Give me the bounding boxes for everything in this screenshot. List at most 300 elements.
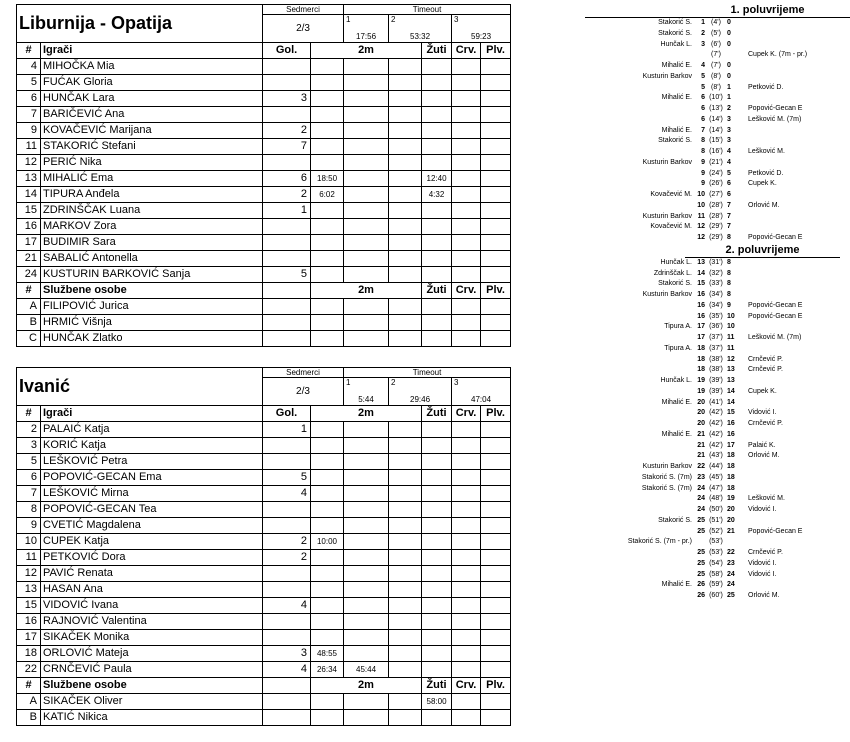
player-row [17,470,511,486]
event-row [585,548,850,559]
blue-card [481,59,511,75]
yellow-card [422,139,452,155]
player-name: PERIĆ Nika [41,155,263,171]
first-half-events [585,18,850,244]
event-minute: (33') [709,280,723,288]
player-number: 13 [17,171,41,187]
away-score: 17 [727,441,735,449]
home-score: 19 [697,387,705,395]
player-row [17,171,511,187]
home-score: 5 [701,83,705,91]
player-number: 11 [17,139,41,155]
col-2min: 2m [311,43,422,59]
away-scorer: Crnčević P. [748,355,783,363]
home-score: 18 [697,355,705,363]
col-number: # [17,43,41,59]
goals-cell [263,630,311,646]
event-minute: (39') [709,387,723,395]
away-scorer: Vidović I. [748,559,777,567]
event-row [585,83,850,94]
away-scorer: Petković D. [748,169,784,177]
red-card [452,694,481,710]
event-row [585,365,850,376]
blue-card [481,630,511,646]
event-minute: (26') [709,180,723,188]
player-name: LEŠKOVIĆ Petra [41,454,263,470]
away-scorer: Cupek K. [748,180,777,188]
home-scorer: Stakorić S. [658,516,692,524]
yellow-card [422,582,452,598]
player-number: 4 [17,59,41,75]
home-score: 20 [697,420,705,427]
team1-timeout-3: 3 59:23 [452,15,511,43]
player-name: FILIPOVIĆ Jurica [41,299,263,315]
home-scorer: Hunčak L. [660,40,692,48]
suspension-1 [311,235,344,251]
col-red: Crv. [452,678,481,694]
home-score: 8 [701,137,705,145]
home-scorer: Tipura A. [664,344,692,352]
suspension-2 [344,187,389,203]
away-score: 3 [727,137,731,145]
player-row [17,518,511,534]
player-number: 7 [17,486,41,502]
red-card [452,219,481,235]
col-2min: 2m [311,406,422,422]
suspension-1 [311,139,344,155]
player-number: 17 [17,235,41,251]
player-number: 3 [17,438,41,454]
event-row [585,40,850,51]
home-scorer: Kusturin Barkov [642,72,692,80]
suspension-3 [389,662,422,678]
player-name: SABALIĆ Antonella [41,251,263,267]
away-scorer: Popović-Gecan E [748,527,803,535]
col-yellow: Žuti [422,678,452,694]
second-half-title: 2. poluvrijeme [685,244,840,258]
event-row [585,516,850,527]
away-scorer: Crnčević P. [748,549,783,556]
event-row [585,50,850,61]
player-row [17,251,511,267]
home-score: 21 [697,430,705,438]
away-score: 14 [727,387,735,395]
goals-cell [263,502,311,518]
suspension-1: 48:55 [311,646,344,662]
player-name: CVETIĆ Magdalena [41,518,263,534]
goals-cell: 6 [263,171,311,187]
goals-cell [263,251,311,267]
suspension-3 [389,203,422,219]
suspension-1 [311,694,344,710]
red-card [452,630,481,646]
col-players: Igrači [41,43,263,59]
yellow-card [422,219,452,235]
player-row [17,219,511,235]
away-score: 8 [727,280,731,288]
home-scorer: Stakorić S. [658,280,692,288]
official-row [17,299,511,315]
goals-cell: 1 [263,203,311,219]
home-score: 6 [701,115,705,123]
suspension-1 [311,502,344,518]
player-name: MARKOV Zora [41,219,263,235]
away-score: 11 [727,334,735,341]
yellow-card [422,203,452,219]
red-card [452,123,481,139]
event-minute: (58') [709,570,723,578]
player-name: FUĆAK Gloria [41,75,263,91]
suspension-1 [311,91,344,107]
away-score: 18 [727,452,735,460]
suspension-1 [311,438,344,454]
official-row [17,694,511,710]
suspension-2 [344,566,389,582]
player-row [17,75,511,91]
away-scorer: Popović-Gecan E [748,312,803,320]
yellow-card [422,518,452,534]
event-row [585,301,850,312]
event-minute: (13') [709,105,723,112]
team1-sedmerci-value: 2/3 [263,15,344,43]
suspension-3 [389,454,422,470]
player-number: C [17,331,41,347]
team2-sheet [16,367,511,726]
team2-sedmerci-value: 2/3 [263,378,344,406]
player-name: CUPEK Katja [41,534,263,550]
goals-cell [263,75,311,91]
event-row [585,258,850,269]
event-row [585,136,850,147]
col-officials: Službene osobe [41,283,263,299]
home-scorer: Stakorić S. (7m) [641,484,692,492]
event-minute: (48') [709,495,723,503]
away-score: 7 [727,212,731,220]
away-scorer: Crnčević P. [748,420,783,427]
red-card [452,550,481,566]
event-minute: (6') [711,40,721,48]
red-card [452,267,481,283]
player-name: KATIĆ Nikica [41,710,263,726]
suspension-1 [311,331,344,347]
suspension-2 [344,315,389,331]
event-row [585,441,850,452]
away-score: 4 [727,148,731,155]
official-row [17,331,511,347]
red-card [452,598,481,614]
team1-officials-header [17,283,511,299]
player-name: RAJNOVIĆ Valentina [41,614,263,630]
red-card [452,454,481,470]
first-half-title: 1. poluvrijeme [585,4,850,18]
empty-cell [263,299,311,315]
event-row [585,179,850,190]
blue-card [481,139,511,155]
player-row [17,187,511,203]
event-row [585,473,850,484]
blue-card [481,422,511,438]
goals-cell [263,518,311,534]
col-yellow: Žuti [422,406,452,422]
event-row [585,333,850,344]
event-minute: (36') [709,323,723,331]
team1-timeout-header: Timeout [344,5,511,15]
empty-cell [263,315,311,331]
player-number: B [17,710,41,726]
suspension-3 [389,267,422,283]
yellow-card [422,155,452,171]
away-score: 13 [727,377,735,384]
player-number: 24 [17,267,41,283]
red-card [452,155,481,171]
yellow-card: 4:32 [422,187,452,203]
event-minute: (7') [711,51,721,59]
home-scorer: Stakorić S. [658,29,692,37]
suspension-2 [344,331,389,347]
suspension-1 [311,59,344,75]
yellow-card [422,299,452,315]
goals-cell [263,219,311,235]
away-scorer: Lešković M. [748,495,785,503]
blue-card [481,123,511,139]
red-card [452,518,481,534]
home-score: 10 [697,201,705,209]
home-score: 16 [697,291,705,298]
col-red: Crv. [452,406,481,422]
suspension-3 [389,630,422,646]
yellow-card [422,438,452,454]
event-minute: (32') [709,269,723,277]
blue-card [481,267,511,283]
player-name: KOVAČEVIĆ Marijana [41,123,263,139]
yellow-card [422,502,452,518]
event-row [585,355,850,366]
event-row [585,126,850,137]
yellow-card [422,662,452,678]
home-score: 9 [701,180,705,188]
goals-cell [263,107,311,123]
team2-column-headers [17,406,511,422]
suspension-1: 18:50 [311,171,344,187]
player-name: VIDOVIĆ Ivana [41,598,263,614]
blue-card [481,438,511,454]
col-number: # [17,678,41,694]
player-row [17,662,511,678]
player-number: 15 [17,598,41,614]
red-card [452,422,481,438]
suspension-3 [389,598,422,614]
home-score: 6 [701,105,705,112]
home-score: 2 [701,29,705,37]
team1-timeout-1: 1 17:56 [344,15,389,43]
col-2min: 2m [311,678,422,694]
player-number: 15 [17,203,41,219]
suspension-3 [389,646,422,662]
suspension-3 [389,235,422,251]
event-minute: (21') [709,158,723,166]
player-row [17,59,511,75]
home-score: 21 [697,441,705,449]
event-row [585,398,850,409]
suspension-2 [344,139,389,155]
event-minute: (42') [709,441,723,449]
yellow-card: 58:00 [422,694,452,710]
suspension-2 [344,502,389,518]
player-number: 9 [17,123,41,139]
goals-cell: 7 [263,139,311,155]
goals-cell: 2 [263,534,311,550]
event-row [585,387,850,398]
blue-card [481,550,511,566]
event-minute: (50') [709,506,723,513]
col-blue: Plv. [481,678,511,694]
yellow-card [422,123,452,139]
away-score: 25 [727,592,735,599]
suspension-3 [389,139,422,155]
event-minute: (41') [709,398,723,406]
home-score: 3 [701,40,705,48]
suspension-3 [389,550,422,566]
away-score: 0 [727,72,731,80]
player-number: 16 [17,614,41,630]
home-scorer: Stakorić S. (7m) [641,473,692,481]
away-score: 18 [727,484,735,492]
player-name: TIPURA Anđela [41,187,263,203]
away-score: 11 [727,344,735,352]
col-number: # [17,283,41,299]
event-minute: (10') [709,94,723,102]
home-scorer: Tipura A. [664,323,692,331]
col-yellow: Žuti [422,43,452,59]
player-number: 7 [17,107,41,123]
player-row [17,91,511,107]
event-row [585,290,850,301]
away-score: 8 [727,258,731,266]
player-number: A [17,694,41,710]
red-card [452,235,481,251]
event-minute: (43') [709,452,723,460]
yellow-card [422,267,452,283]
away-score: 1 [727,83,731,91]
away-scorer: Petković D. [748,83,784,91]
event-row [585,212,850,223]
away-score: 8 [727,269,731,277]
player-number: 2 [17,422,41,438]
away-scorer: Popović-Gecan E [748,301,803,309]
team1-sedmerci-header: Sedmerci [263,5,344,15]
suspension-3 [389,518,422,534]
red-card [452,470,481,486]
yellow-card [422,710,452,726]
goals-cell: 5 [263,470,311,486]
suspension-2 [344,614,389,630]
player-number: 6 [17,91,41,107]
suspension-2 [344,710,389,726]
event-row [585,233,850,244]
blue-card [481,187,511,203]
away-score: 15 [727,409,735,417]
suspension-2 [344,75,389,91]
home-score: 10 [697,191,705,198]
away-scorer: Cupek K. [748,387,777,395]
event-minute: (24') [709,169,723,177]
home-scorer: Hunčak L. [660,377,692,384]
event-row [585,484,850,495]
event-minute: (16') [709,148,723,155]
event-minute: (27') [709,191,723,198]
away-score: 9 [727,301,731,309]
suspension-3 [389,315,422,331]
col-2min: 2m [311,283,422,299]
goals-cell: 2 [263,187,311,203]
team2-timeout-1: 1 5:44 [344,378,389,406]
suspension-3 [389,566,422,582]
col-goals: Gol. [263,43,311,59]
player-number: 13 [17,582,41,598]
away-score: 7 [727,223,731,231]
suspension-2 [344,171,389,187]
player-number: 11 [17,550,41,566]
suspension-1 [311,203,344,219]
goals-cell [263,59,311,75]
blue-card [481,518,511,534]
event-row [585,61,850,72]
yellow-card [422,614,452,630]
suspension-2 [344,694,389,710]
team1-name: Liburnija - Opatija [17,5,263,43]
suspension-1 [311,454,344,470]
event-row [585,104,850,115]
red-card [452,107,481,123]
home-score: 24 [697,495,705,503]
home-scorer: Mihalić E. [661,430,692,438]
suspension-3 [389,123,422,139]
blue-card [481,107,511,123]
home-score: 4 [701,62,705,69]
suspension-2 [344,598,389,614]
player-name: LEŠKOVIĆ Mirna [41,486,263,502]
suspension-1 [311,267,344,283]
red-card [452,171,481,187]
suspension-2 [344,422,389,438]
home-score: 22 [697,463,705,470]
goals-cell: 3 [263,646,311,662]
suspension-1 [311,550,344,566]
player-row [17,235,511,251]
player-number: 16 [17,219,41,235]
blue-card [481,566,511,582]
event-minute: (34') [709,301,723,309]
home-score: 20 [697,398,705,406]
home-score: 25 [697,570,705,578]
event-minute: (28') [709,212,723,220]
goals-cell: 3 [263,91,311,107]
away-score: 0 [727,62,731,69]
player-row [17,267,511,283]
event-row [585,29,850,40]
yellow-card [422,235,452,251]
goals-cell: 4 [263,486,311,502]
home-score: 8 [701,148,705,155]
player-number: 5 [17,75,41,91]
yellow-card [422,251,452,267]
home-score: 25 [697,516,705,524]
event-row [585,580,850,591]
event-minute: (34') [709,291,723,298]
away-score: 24 [727,570,735,578]
event-minute: (45') [709,473,723,481]
player-name: CRNČEVIĆ Paula [41,662,263,678]
